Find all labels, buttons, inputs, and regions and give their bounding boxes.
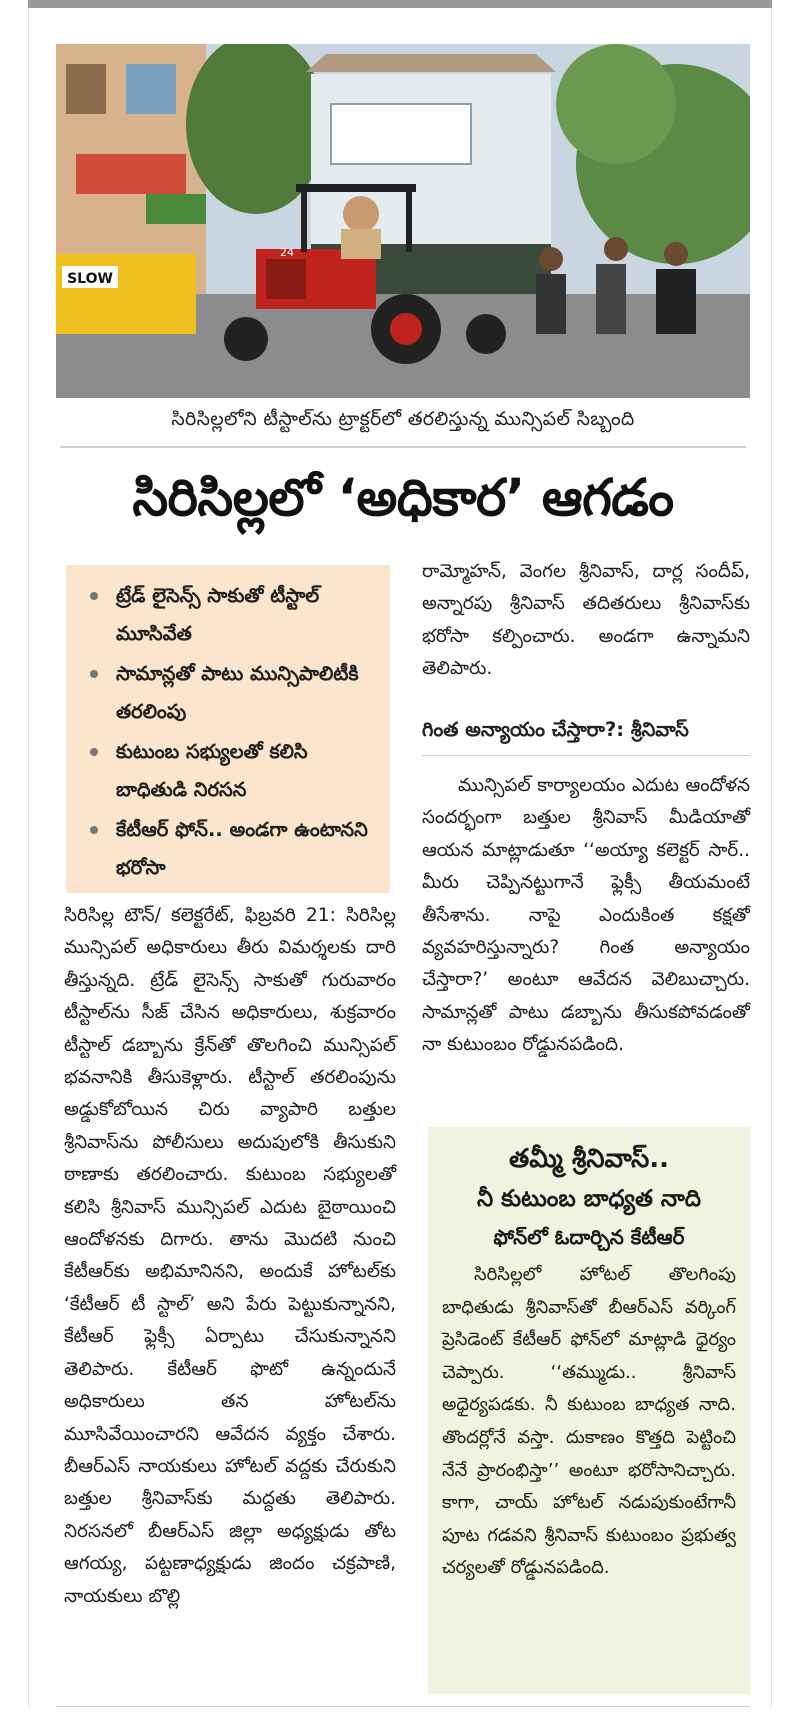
sidebar-kicker: ఫోన్‌లో ఓదార్చిన కేటీఆర్ xyxy=(493,1225,685,1249)
page-top-bar xyxy=(28,0,772,8)
news-photo-tractor-carrying-tea-stall-icon xyxy=(56,44,750,398)
headline: సిరిసిల్లలో ‘అధికార’ ఆగడం xyxy=(132,469,674,528)
slow-sign-text: SLOW xyxy=(67,271,113,287)
highlight-item: కుటుంబ సభ్యులతో కలిసి బాధితుడి నిరసన xyxy=(90,733,376,809)
bullet-icon xyxy=(90,670,98,678)
article-paragraph: మున్సిపల్ కార్యాలయం ఎదుట ఆందోళన సందర్భంగా బత్తుల శ్రీనివాస్ మీడియాతో ఆయన మాట్లాడుతూ ‘‘అయ్యా కలెక్టర్ సార్.. మీరు చెప్పినట్టుగానే ఫ్లెక్సీ తీయమంటే తీసేశాను. నాపై ఎందుకింత కక్షతో వ్యవహరిస్తున్నారు? గింత అన్యాయం చేస్తారా?’ అంటూ ఆవేదన వెలిబుచ్చారు. సామాన్లతో పాటు డబ్బాను తీసుకపోవడంతో నా కుటుంబం రోడ్డునపడింది. xyxy=(422,775,750,1056)
highlight-item: సామాన్లతో పాటు మున్సిపాలిటీకి తరలింపు xyxy=(90,655,376,731)
tractor-number-text: 24 xyxy=(280,246,294,259)
sidebar-title: తమ్మీ శ్రీనివాస్.. xyxy=(509,1144,669,1174)
bullet-icon xyxy=(90,748,98,756)
article-paragraph: సిరిసిల్ల టౌన్/ కలెక్టరేట్, ఫిబ్రవరి 21: సిరిసిల్ల మున్సిపల్ అధికారులు తీరు విమర్శలకు దారి తీస్తున్నది. ట్రేడ్ లైసెన్స్ సాకుతో గురువారం టీస్టాల్‌ను సీజ్ చేసిన అధికారులు, శుక్రవారం టీస్టాల్ డబ్బాను క్రేన్‌తో తొలగించి మున్సిపల్ భవనానికి తీసుకెళ్లారు. టీస్టాల్ తరలింపును అడ్డుకోబోయిన చిరు వ్యాపారి బత్తుల శ్రీనివాస్‌ను పోలీసులు అదుపులోకి తీసుకుని ఠాణాకు తరలించారు. కుటుంబ సభ్యులతో కలిసి శ్రీనివాస్ మున్సిపల్ ఎదుట బైఠాయించి ఆందోళనకు దిగారు. తాను మొదటి నుంచి కేటీఆర్‌కు అభిమానినని, అందుకే హోటల్‌కు ‘కేటీఆర్ టీ స్టాల్’ అని పేరు పెట్టుకున్నానని, కేటీఆర్ ఫ్లెక్సీ ఏర్పాటు చేసుకున్నానని తెలిపారు. కేటీఆర్ ఫొటో ఉన్నందునే అధికారులు తన హోటల్‌ను మూసివేయించారని ఆవేదన వ్యక్తం చేశారు. బీఆర్ఎస్ నాయకులు హోటల్ వద్దకు చేరుకుని బత్తుల శ్రీనివాస్‌కు మద్దతు తెలిపారు. నిరసనలో బీఆర్ఎస్ జిల్లా అధ్యక్షుడు తోట ఆగయ్య, పట్టణాధ్యక్షుడు జిందం చక్రపాణి, నాయకులు బొల్లి xyxy=(64,905,396,1607)
highlights-box xyxy=(66,565,390,893)
article-right-column-top xyxy=(422,556,750,686)
bullet-icon xyxy=(90,826,98,834)
highlight-item: కేటీఆర్ ఫోన్.. అండగా ఉంటానని భరోసా xyxy=(90,811,376,887)
caption-divider xyxy=(60,446,746,448)
article-subhead: గింత అన్యాయం చేస్తారా?: శ్రీనివాస్ xyxy=(422,718,689,741)
highlight-item: ట్రేడ్ లైసెన్స్ సాకుతో టీస్టాల్ మూసివేత xyxy=(90,577,376,653)
photo-caption: సిరిసిల్లలోని టీస్టాల్‌ను ట్రాక్టర్‌లో తరలిస్తున్న మున్సిపల్ సిబ్బంది xyxy=(171,408,635,430)
ktr-call-sidebar xyxy=(428,1127,750,1694)
bullet-icon xyxy=(90,592,98,600)
subhead-divider xyxy=(422,755,750,756)
article-paragraph: రామ్మోహన్, వెంగల శ్రీనివాస్, దార్ల సందీప్, అన్నారపు శ్రీనివాస్ తదితరులు శ్రీనివాస్‌కు భరోసా కల్పించారు. అండగా ఉన్నామని తెలిపారు. xyxy=(422,561,750,680)
article-left-column xyxy=(64,900,396,1613)
news-photo xyxy=(56,44,750,398)
article-right-column-mid xyxy=(422,770,750,1062)
bottom-divider xyxy=(56,1706,750,1707)
sidebar-body: సిరిసిల్లలో హోటల్ తొలగింపు బాధితుడు శ్రీనివాస్‌తో బీఆర్ఎస్ వర్కింగ్ ప్రెసిడెంట్ కేటీఆర్ ఫోన్‌లో మాట్లాడి ధైర్యం చెప్పారు. ‘‘తమ్ముడు.. శ్రీనివాస్ అధైర్యపడకు. నీ కుటుంబ బాధ్యత నాది. తొందర్లోనే వస్తా. దుకాణం కొత్తది పెట్టించి నేనే ప్రారంభిస్తా’’ అంటూ భరోసానిచ్చారు. కాగా, చాయ్ హోటల్ నడుపుకుంటేగానీ పూట గడవని శ్రీనివాస్ కుటుంబం ప్రభుత్వ చర్యలతో రోడ్డునపడింది. xyxy=(442,1264,736,1579)
sidebar-subtitle: నీ కుటుంబ బాధ్యత నాది xyxy=(476,1186,702,1212)
